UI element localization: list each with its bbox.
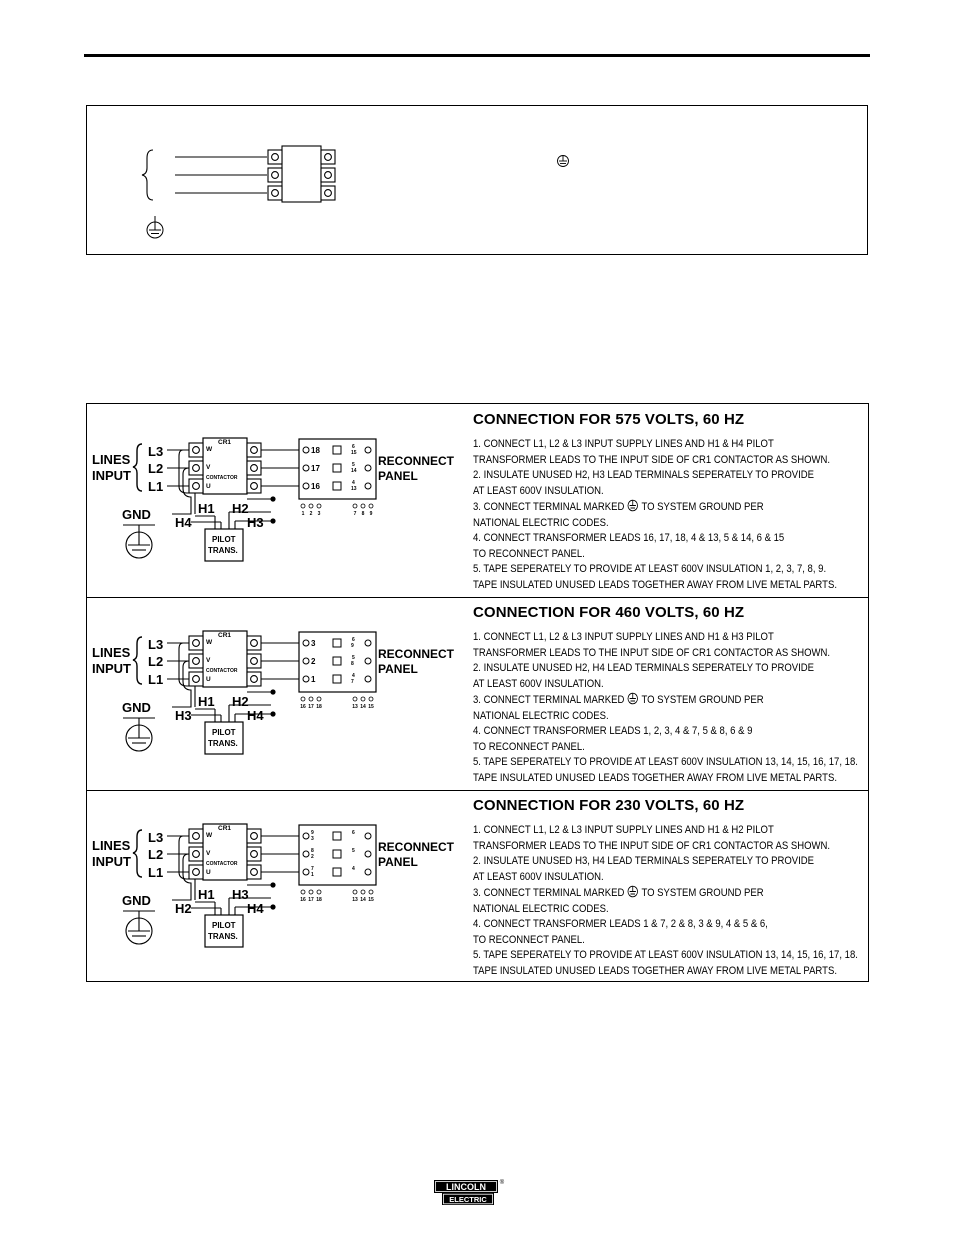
lines-label: LINES: [92, 645, 131, 660]
terminal-number: 17: [311, 464, 320, 473]
pin-number: 2: [309, 511, 313, 517]
contactor-input-terminal: [189, 654, 203, 668]
terminal-number: 1: [311, 872, 314, 878]
note-line: 4. CONNECT TRANSFORMER LEADS 1, 2, 3, 4 & 7, 5 & 8, 6 & 9: [473, 725, 753, 737]
link-number: 4: [352, 480, 355, 486]
link-number: 13: [351, 486, 357, 492]
link-number: 15: [351, 450, 357, 456]
pin-number: 14: [360, 897, 366, 903]
h-label-left-bottom: H3: [175, 708, 192, 723]
h-label-left-top: H1: [198, 694, 215, 709]
h-label-left-bottom: H4: [175, 515, 192, 530]
note-line-ground: [473, 499, 826, 516]
note-line: TAPE INSULATED UNUSED LEADS TOGETHER AWAY FROM LIVE METAL PARTS.: [473, 964, 837, 977]
h-label-left-top: H1: [198, 501, 215, 516]
note-text: TO SYSTEM GROUND PER: [641, 694, 764, 706]
note-line: NATIONAL ELECTRIC CODES.: [473, 709, 609, 722]
lead-pin: [361, 697, 365, 701]
input-label: INPUT: [92, 468, 131, 483]
note-line: 4. CONNECT TRANSFORMER LEADS 16, 17, 18, 4 & 13, 5 & 14, 6 & 15: [473, 532, 785, 544]
brace: [133, 830, 142, 877]
contactor-input-terminal: [189, 829, 203, 843]
note-line: TO RECONNECT PANEL.: [473, 740, 585, 753]
terminal-number: 7: [311, 866, 314, 872]
contactor-input-terminal: [189, 865, 203, 879]
connection-diagrams: [86, 403, 869, 982]
contactor-output-terminal: [247, 672, 261, 686]
note-line: AT LEAST 600V INSULATION.: [473, 484, 604, 497]
link-number: 6: [352, 637, 355, 643]
lead-pin: [309, 697, 313, 701]
lead-pin: [317, 504, 321, 508]
l3-label: L3: [148, 830, 164, 845]
note-line: AT LEAST 600V INSULATION.: [473, 870, 604, 883]
pin-number: 16: [300, 897, 306, 903]
panel-terminal: [365, 676, 371, 682]
contactor-label: CONTACTOR: [206, 668, 238, 674]
h-label-left-top: H1: [198, 887, 215, 902]
terminal-number: 9: [311, 830, 314, 836]
pilot-transformer: [205, 529, 243, 561]
pin-number: 16: [300, 704, 306, 710]
lead-end-dot: [270, 689, 275, 694]
connection-notes: [473, 437, 837, 593]
h-label-right-bottom: H3: [247, 515, 264, 530]
panel-link: [333, 850, 341, 858]
pin-number: 1: [301, 511, 305, 517]
cr1-label: CR1: [218, 825, 232, 832]
link-number: 6: [352, 444, 355, 450]
link-number: 5: [352, 848, 355, 854]
panel-label: PANEL: [378, 469, 418, 483]
pin-number: 18: [316, 704, 322, 710]
note-text: 3. CONNECT TERMINAL MARKED: [473, 501, 625, 513]
brace: [133, 444, 142, 491]
panel-link: [333, 446, 341, 454]
l3-label: L3: [148, 637, 164, 652]
v-label: V: [206, 850, 211, 857]
ground-symbol-icon: [627, 692, 639, 705]
contactor-output-terminal: [247, 865, 261, 879]
pin-number: 14: [360, 704, 366, 710]
contactor-input-terminal: [189, 847, 203, 861]
ground-symbol-icon: [627, 885, 639, 898]
h-label-right-bottom: H4: [247, 708, 264, 723]
input-label: INPUT: [92, 854, 131, 869]
note-text: 3. CONNECT TERMINAL MARKED: [473, 694, 625, 706]
w-label: W: [206, 639, 213, 646]
pin-number: 9: [369, 511, 373, 517]
contactor-input-terminal: [189, 479, 203, 493]
pilot-label: PILOT: [212, 535, 236, 544]
panel-terminal: [365, 658, 371, 664]
lead-pin: [361, 890, 365, 894]
pin-number: 3: [317, 511, 321, 517]
link-number: 6: [352, 830, 355, 836]
lead-pin: [353, 504, 357, 508]
terminal-number: 8: [311, 848, 314, 854]
lead-pin: [369, 890, 373, 894]
link-number: 5: [352, 462, 355, 468]
pilot-label: PILOT: [212, 728, 236, 737]
note-line: 1. CONNECT L1, L2 & L3 INPUT SUPPLY LINES AND H1 & H3 PILOT: [473, 631, 774, 643]
panel-terminal: [365, 483, 371, 489]
registered-mark: ®: [499, 1180, 505, 1186]
terminal-number: 2: [311, 657, 316, 666]
panel-terminal: [303, 483, 309, 489]
terminal-number: 3: [311, 639, 316, 648]
gnd-label: GND: [122, 893, 151, 908]
note-line: 5. TAPE SEPERATELY TO PROVIDE AT LEAST 600V INSULATION 13, 14, 15, 16, 17, 18.: [473, 949, 858, 961]
trans-label: TRANS.: [208, 739, 238, 748]
note-line: TRANSFORMER LEADS TO THE INPUT SIDE OF CR1 CONTACTOR AS SHOWN.: [473, 646, 831, 659]
pin-number: 15: [368, 704, 374, 710]
pin-number: 13: [352, 704, 358, 710]
panel-terminal: [303, 676, 309, 682]
l2-label: L2: [148, 461, 164, 476]
l1-label: L1: [148, 672, 164, 687]
note-text: 3. CONNECT TERMINAL MARKED: [473, 887, 625, 899]
contactor-output-terminal: [247, 654, 261, 668]
panel-label: PANEL: [378, 662, 418, 676]
panel-link: [333, 657, 341, 665]
pin-number: 18: [316, 897, 322, 903]
panel-terminal: [365, 833, 371, 839]
ground-symbol-icon: [147, 216, 163, 238]
panel-terminal: [365, 640, 371, 646]
link-number: 8: [351, 661, 354, 667]
pilot-transformer: [205, 915, 243, 947]
panel-terminal: [365, 447, 371, 453]
lead-pin: [317, 697, 321, 701]
cr1-label: CR1: [218, 439, 232, 446]
note-line: TRANSFORMER LEADS TO THE INPUT SIDE OF CR1 CONTACTOR AS SHOWN.: [473, 839, 831, 852]
lead-end-dot: [270, 882, 275, 887]
terminal-number: 3: [311, 836, 314, 842]
wiring-schematic: [87, 597, 472, 790]
lines-label: LINES: [92, 838, 131, 853]
l2-label: L2: [148, 847, 164, 862]
reconnect-label: RECONNECT: [378, 647, 455, 661]
contactor-input-terminal: [189, 443, 203, 457]
lines-label: LINES: [92, 452, 131, 467]
pin-number: 15: [368, 897, 374, 903]
h-label-right-top: H2: [232, 694, 249, 709]
panel-terminal: [365, 851, 371, 857]
ground-symbol-icon: [627, 499, 639, 512]
note-line: 5. TAPE SEPERATELY TO PROVIDE AT LEAST 600V INSULATION 13, 14, 15, 16, 17, 18.: [473, 756, 858, 768]
pin-number: 8: [361, 511, 365, 517]
lincoln-electric-logo: [432, 1178, 508, 1208]
note-line: TAPE INSULATED UNUSED LEADS TOGETHER AWAY FROM LIVE METAL PARTS.: [473, 578, 837, 591]
note-line: 1. CONNECT L1, L2 & L3 INPUT SUPPLY LINES AND H1 & H2 PILOT: [473, 824, 774, 836]
note-line: 5. TAPE SEPERATELY TO PROVIDE AT LEAST 600V INSULATION 1, 2, 3, 7, 8, 9.: [473, 563, 827, 575]
panel-link: [333, 675, 341, 683]
connection-panel-460v: [87, 597, 868, 791]
link-number: 5: [352, 655, 355, 661]
pin-number: 17: [308, 897, 314, 903]
contactor-input-terminal: [189, 636, 203, 650]
note-line: 2. INSULATE UNUSED H2, H3 LEAD TERMINALS SEPERATELY TO PROVIDE: [473, 469, 815, 481]
lead-end-dot: [270, 518, 275, 523]
note-line: TO RECONNECT PANEL.: [473, 933, 585, 946]
ground-symbol-icon: [558, 156, 569, 167]
pin-number: 17: [308, 704, 314, 710]
w-label: W: [206, 832, 213, 839]
input-wiring-svg: [87, 106, 869, 256]
panel-terminal: [303, 640, 309, 646]
panel-terminal: [365, 465, 371, 471]
w-label: W: [206, 446, 213, 453]
logo-text-lincoln: LINCOLN: [446, 1182, 486, 1192]
lead-end-dot: [270, 711, 275, 716]
note-text: TO SYSTEM GROUND PER: [641, 887, 764, 899]
h-label-left-bottom: H2: [175, 901, 192, 916]
note-line: 2. INSULATE UNUSED H2, H4 LEAD TERMINALS SEPERATELY TO PROVIDE: [473, 662, 815, 674]
lead-pin: [369, 697, 373, 701]
connection-notes: [473, 630, 858, 786]
connection-panel-230v: [87, 790, 868, 983]
note-line-ground: [473, 885, 826, 902]
pin-number: 13: [352, 897, 358, 903]
link-number: 14: [351, 468, 357, 474]
note-line: 1. CONNECT L1, L2 & L3 INPUT SUPPLY LINES AND H1 & H4 PILOT: [473, 438, 774, 450]
trans-label: TRANS.: [208, 932, 238, 941]
connection-panel-575v: [87, 404, 868, 598]
v-label: V: [206, 464, 211, 471]
pin-number: 7: [353, 511, 357, 517]
contactor-output-terminal: [247, 479, 261, 493]
contactor-output-terminal: [247, 443, 261, 457]
panel-link: [333, 868, 341, 876]
panel-terminal: [303, 869, 309, 875]
panel-link: [333, 482, 341, 490]
v-label: V: [206, 657, 211, 664]
reconnect-label: RECONNECT: [378, 454, 455, 468]
panel-link: [333, 464, 341, 472]
connection-title: CONNECTION FOR 460 VOLTS, 60 HZ: [473, 604, 745, 621]
panel-terminal: [303, 465, 309, 471]
u-label: U: [206, 676, 211, 683]
panel-terminal: [303, 447, 309, 453]
contactor-output-terminal: [247, 636, 261, 650]
l3-label: L3: [148, 444, 164, 459]
trans-label: TRANS.: [208, 546, 238, 555]
wiring-schematic: [87, 790, 472, 983]
lead-end-dot: [270, 904, 275, 909]
lead-pin: [353, 697, 357, 701]
header-rule: [84, 54, 870, 57]
panel-link: [333, 639, 341, 647]
link-number: 7: [351, 679, 354, 685]
lead-pin: [369, 504, 373, 508]
contactor-output-terminal: [247, 461, 261, 475]
link-number: 4: [352, 673, 355, 679]
note-line: TO RECONNECT PANEL.: [473, 547, 585, 560]
note-line: TAPE INSULATED UNUSED LEADS TOGETHER AWAY FROM LIVE METAL PARTS.: [473, 771, 837, 784]
note-line-ground: [473, 692, 826, 709]
h-label-right-top: H2: [232, 501, 249, 516]
lead-pin: [301, 890, 305, 894]
lead-pin: [353, 890, 357, 894]
note-line: 4. CONNECT TRANSFORMER LEADS 1 & 7, 2 & 8, 3 & 9, 4 & 5 & 6,: [473, 918, 768, 930]
contactor-output-terminal: [247, 847, 261, 861]
pilot-transformer: [205, 722, 243, 754]
pilot-label: PILOT: [212, 921, 236, 930]
lead-pin: [301, 504, 305, 508]
input-wiring-diagram: [86, 105, 868, 255]
panel-terminal: [303, 851, 309, 857]
reconnect-label: RECONNECT: [378, 840, 455, 854]
connection-title: CONNECTION FOR 230 VOLTS, 60 HZ: [473, 797, 745, 814]
panel-terminal: [303, 833, 309, 839]
lead-pin: [361, 504, 365, 508]
gnd-label: GND: [122, 507, 151, 522]
input-label: INPUT: [92, 661, 131, 676]
panel-link: [333, 832, 341, 840]
cr1-label: CR1: [218, 632, 232, 639]
panel-terminal: [365, 869, 371, 875]
terminal-number: 18: [311, 446, 320, 455]
lead-pin: [301, 697, 305, 701]
terminal-number: 2: [311, 854, 314, 860]
h-label-right-bottom: H4: [247, 901, 264, 916]
l2-label: L2: [148, 654, 164, 669]
terminal-number: 16: [311, 482, 320, 491]
contactor-label: CONTACTOR: [206, 861, 238, 867]
lead-pin: [309, 504, 313, 508]
lead-end-dot: [270, 496, 275, 501]
contactor-input-terminal: [189, 672, 203, 686]
connection-title: CONNECTION FOR 575 VOLTS, 60 HZ: [473, 411, 745, 428]
note-line: 2. INSULATE UNUSED H3, H4 LEAD TERMINALS SEPERATELY TO PROVIDE: [473, 855, 815, 867]
u-label: U: [206, 483, 211, 490]
contactor-label: CONTACTOR: [206, 475, 238, 481]
contactor-input-terminal: [189, 461, 203, 475]
terminal-number: 1: [311, 675, 316, 684]
note-text: TO SYSTEM GROUND PER: [641, 501, 764, 513]
note-line: NATIONAL ELECTRIC CODES.: [473, 516, 609, 529]
link-number: 9: [351, 643, 354, 649]
logo-text-electric: ELECTRIC: [449, 1195, 487, 1204]
l1-label: L1: [148, 865, 164, 880]
h-label-right-top: H3: [232, 887, 249, 902]
note-line: AT LEAST 600V INSULATION.: [473, 677, 604, 690]
connection-notes: [473, 823, 858, 979]
note-line: TRANSFORMER LEADS TO THE INPUT SIDE OF CR1 CONTACTOR AS SHOWN.: [473, 453, 831, 466]
lead-pin: [317, 890, 321, 894]
panel-terminal: [303, 658, 309, 664]
panel-label: PANEL: [378, 855, 418, 869]
contactor-output-terminal: [247, 829, 261, 843]
l1-label: L1: [148, 479, 164, 494]
note-line: NATIONAL ELECTRIC CODES.: [473, 902, 609, 915]
wiring-schematic: [87, 404, 472, 597]
link-number: 4: [352, 866, 355, 872]
lead-pin: [309, 890, 313, 894]
gnd-label: GND: [122, 700, 151, 715]
brace: [133, 637, 142, 684]
u-label: U: [206, 869, 211, 876]
